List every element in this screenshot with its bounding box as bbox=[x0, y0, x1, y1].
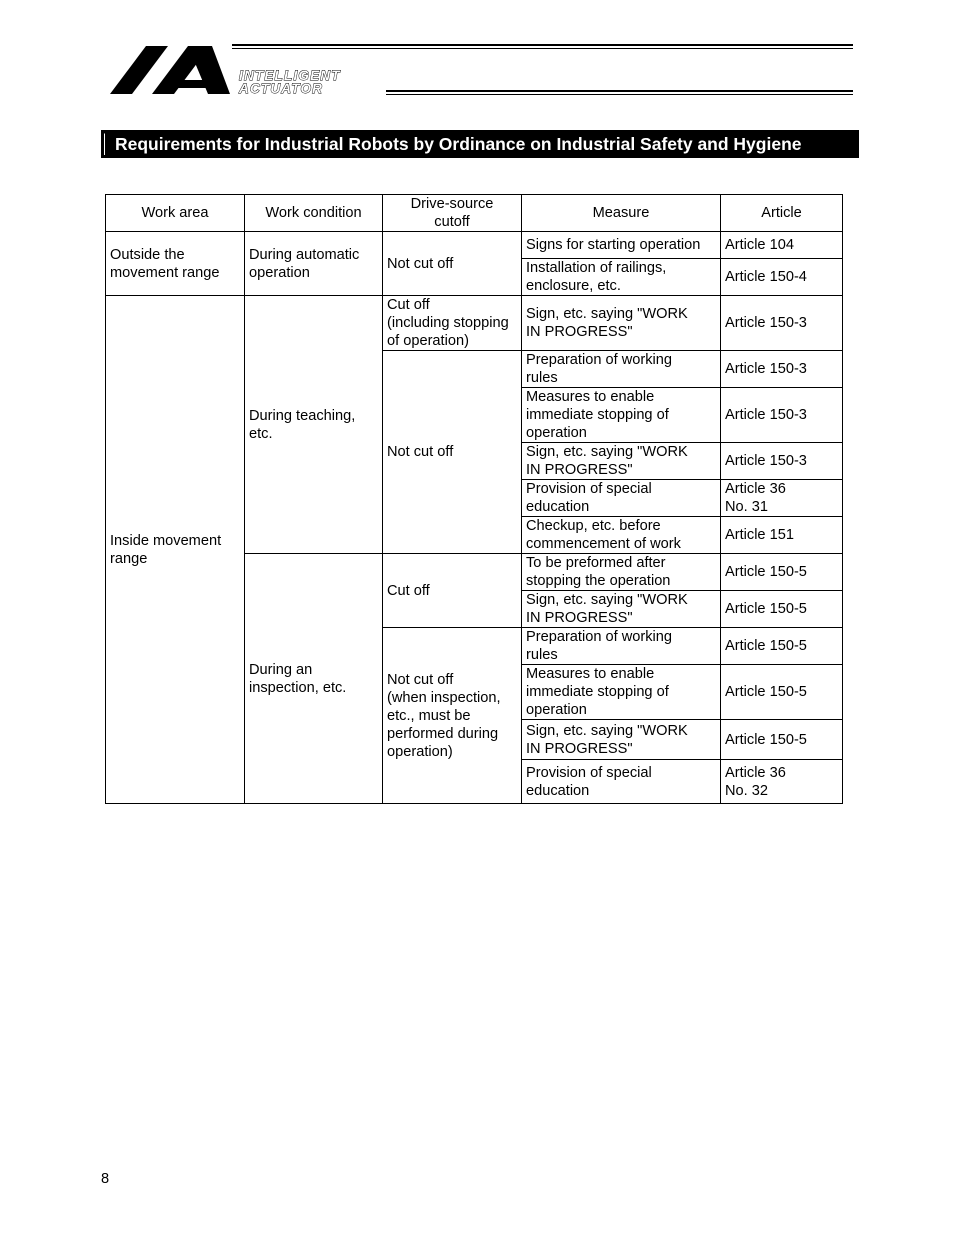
table-cell: Article 150-5 bbox=[721, 720, 843, 760]
table-cell: Sign, etc. saying "WORK IN PROGRESS" bbox=[522, 296, 721, 351]
table-cell: Article 36 No. 32 bbox=[721, 760, 843, 804]
header-rule-bottom-1 bbox=[386, 90, 853, 92]
logo-line-1: INTELLIGENT bbox=[239, 68, 341, 83]
table-cell: Article 150-5 bbox=[721, 591, 843, 628]
table-cell: Not cut off (when inspection, etc., must be performed during operation) bbox=[383, 628, 522, 804]
section-title: Requirements for Industrial Robots by Ordinance on Industrial Safety and Hygiene bbox=[115, 134, 802, 154]
table-cell: Not cut off bbox=[383, 351, 522, 554]
table-row bbox=[106, 232, 843, 259]
table-cell: During an inspection, etc. bbox=[245, 554, 383, 804]
table-cell: Article 151 bbox=[721, 517, 843, 554]
table-cell: Measures to enable immediate stopping of operation bbox=[522, 388, 721, 443]
header-work-area: Work area bbox=[106, 195, 245, 232]
table-cell: Sign, etc. saying "WORK IN PROGRESS" bbox=[522, 443, 721, 480]
header-rule-top-2 bbox=[232, 48, 853, 49]
table-cell: During teaching, etc. bbox=[245, 296, 383, 554]
header-rule-bottom-2 bbox=[386, 94, 853, 95]
table-cell: Cut off (including stopping of operation) bbox=[383, 296, 522, 351]
header-work-condition: Work condition bbox=[245, 195, 383, 232]
table-cell: Article 150-3 bbox=[721, 388, 843, 443]
table-cell: To be preformed after stopping the operation bbox=[522, 554, 721, 591]
table-row bbox=[106, 296, 843, 351]
section-title-bar bbox=[101, 130, 859, 158]
logo-line-2: ACTUATOR bbox=[239, 81, 324, 96]
table-cell: Article 150-5 bbox=[721, 665, 843, 720]
table-cell: Not cut off bbox=[383, 232, 522, 296]
page-number: 8 bbox=[101, 1171, 110, 1187]
table-cell: Sign, etc. saying "WORK IN PROGRESS" bbox=[522, 591, 721, 628]
table-header-row bbox=[106, 195, 843, 232]
table-cell: Article 104 bbox=[721, 232, 843, 259]
table-cell: Preparation of working rules bbox=[522, 628, 721, 665]
table-cell: Article 150-3 bbox=[721, 296, 843, 351]
table-cell: Article 150-5 bbox=[721, 554, 843, 591]
header-rule-top-1 bbox=[232, 44, 853, 46]
table-cell: During automatic operation bbox=[245, 232, 383, 296]
header-drive-source-cutoff: Drive-source cutoff bbox=[383, 195, 522, 232]
table-cell: Outside the movement range bbox=[106, 232, 245, 296]
table-cell: Checkup, etc. before commencement of work bbox=[522, 517, 721, 554]
table-cell: Signs for starting operation bbox=[522, 232, 721, 259]
table-cell: Provision of special education bbox=[522, 760, 721, 804]
table-cell: Article 150-4 bbox=[721, 259, 843, 296]
table-cell: Provision of special education bbox=[522, 480, 721, 517]
table-cell: Sign, etc. saying "WORK IN PROGRESS" bbox=[522, 720, 721, 760]
table-cell: Article 150-3 bbox=[721, 351, 843, 388]
ia-logo-mark-icon bbox=[108, 44, 238, 96]
requirements-table bbox=[105, 194, 843, 804]
table-cell: Preparation of working rules bbox=[522, 351, 721, 388]
table-cell: Inside movement range bbox=[106, 296, 245, 804]
header-measure: Measure bbox=[522, 195, 721, 232]
table-cell: Article 150-5 bbox=[721, 628, 843, 665]
table-cell: Cut off bbox=[383, 554, 522, 628]
table-cell: Article 150-3 bbox=[721, 443, 843, 480]
table-cell: Article 36 No. 31 bbox=[721, 480, 843, 517]
header-article: Article bbox=[721, 195, 843, 232]
table-cell: Installation of railings, enclosure, etc. bbox=[522, 259, 721, 296]
table-cell: Measures to enable immediate stopping of operation bbox=[522, 665, 721, 720]
